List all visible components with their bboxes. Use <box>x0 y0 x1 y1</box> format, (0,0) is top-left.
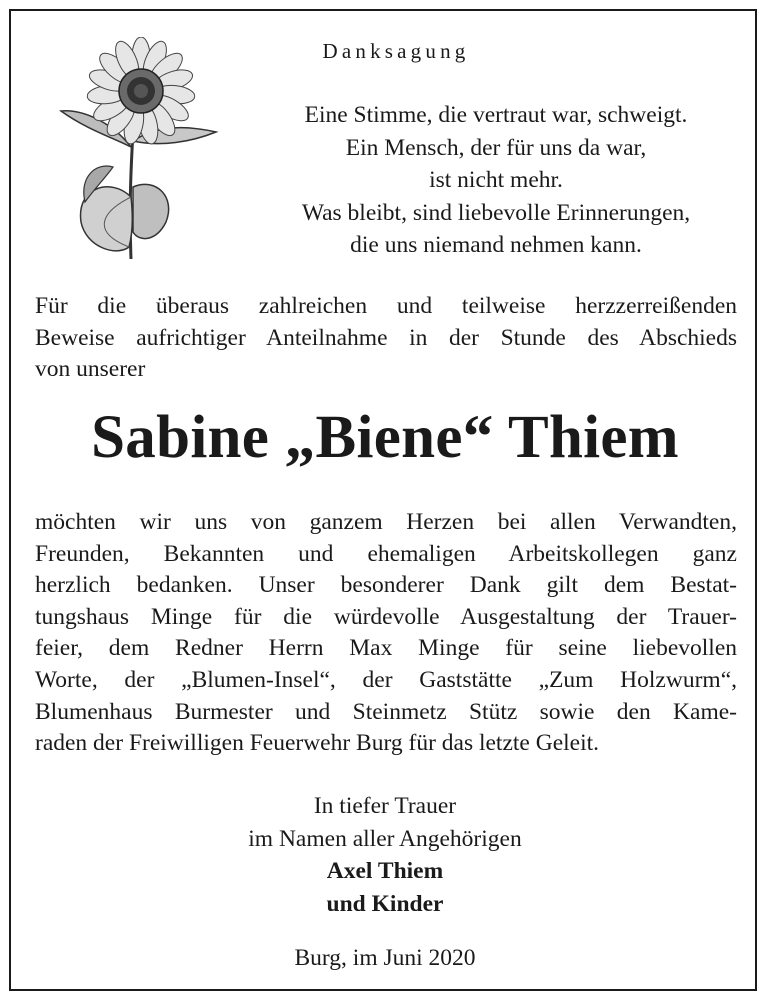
intro-line: von unserer <box>35 356 146 382</box>
thanks-paragraph <box>35 507 737 760</box>
thanks-line: tungshaus Minge für die würdevolle Ausgestaltung der Trauer- <box>35 603 737 630</box>
poem-line: die uns niemand nehmen kann. <box>350 232 642 258</box>
poem-line: Ein Mensch, der für uns da war, <box>345 134 647 161</box>
thanks-line: Freunden, Bekannten und ehemaligen Arbeitskollegen ganz <box>35 540 737 567</box>
thanks-line: herzlich bedanken. Unser besonderer Dank gilt dem Bestat- <box>35 572 737 599</box>
heading: Danksagung <box>322 39 470 63</box>
poem-line: Was bleibt, sind liebevolle Erinnerungen, <box>301 199 691 226</box>
obituary-notice <box>9 9 757 991</box>
signatory-family: und Kinder <box>326 890 444 917</box>
sunflower-icon <box>41 37 221 267</box>
thanks-line: Blumenhaus Burmester und Steinmetz Stütz sowie den Kame- <box>35 698 737 725</box>
signature-block <box>11 790 759 920</box>
intro-line: Für die überaus zahlreichen und teilweise herzzerreißenden <box>35 293 737 319</box>
poem-line: Eine Stimme, die vertraut war, schweigt. <box>304 102 688 128</box>
poem <box>216 99 766 262</box>
deceased-name: Sabine „Biene“ Thiem <box>91 404 679 471</box>
on-behalf-text: im Namen aller Angehörigen <box>248 825 522 852</box>
thanks-line: möchten wir uns von ganzem Herzen bei allen Verwandten, <box>35 509 737 535</box>
thanks-line: feier, dem Redner Herrn Max Minge für seine liebevollen <box>35 635 737 662</box>
thanks-line: raden der Freiwilligen Feuerwehr Burg für das letzte Geleit. <box>35 730 600 757</box>
signatory-name: Axel Thiem <box>326 858 444 884</box>
poem-line: ist nicht mehr. <box>429 167 563 193</box>
mourning-text: In tiefer Trauer <box>313 793 457 819</box>
place-date: Burg, im Juni 2020 <box>294 945 476 971</box>
intro-paragraph <box>35 291 737 386</box>
thanks-line: Worte, der „Blumen-Insel“, der Gaststätte „Zum Holzwurm“, <box>35 666 737 693</box>
intro-line: Beweise aufrichtiger Anteilnahme in der Stunde des Abschieds <box>35 324 737 351</box>
